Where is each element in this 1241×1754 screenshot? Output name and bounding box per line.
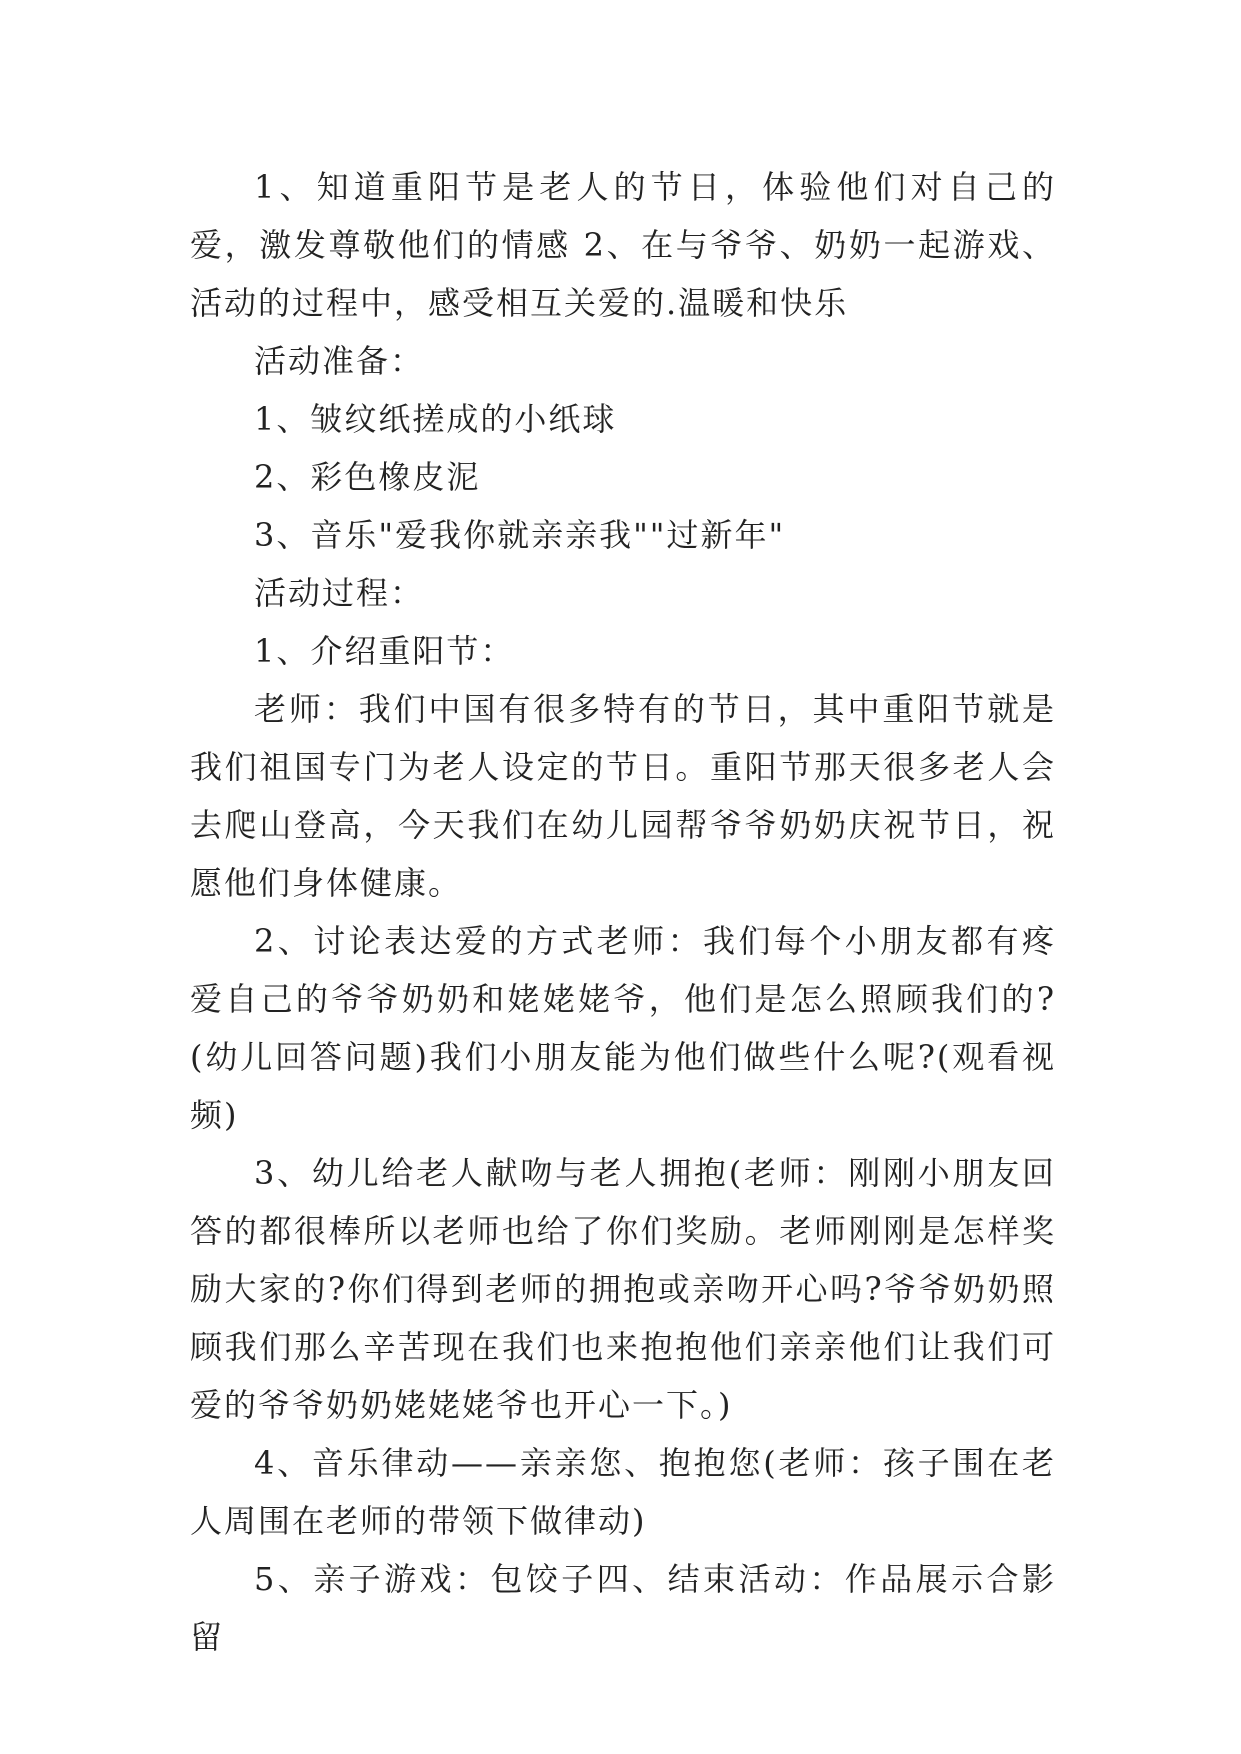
paragraph-process-step-5: 5、亲子游戏：包饺子四、结束活动：作品展示合影留 — [190, 1560, 1056, 1656]
paragraph-preparation-item-2: 2、彩色橡皮泥 — [254, 458, 481, 496]
paragraph-process-step-4: 4、音乐律动——亲亲您、抱抱您(老师：孩子围在老人周围在老师的带领下做律动) — [190, 1444, 1056, 1540]
paragraph-process-step-1: 1、介绍重阳节： — [254, 632, 515, 670]
paragraph-preparation-item-3: 3、音乐"爱我你就亲亲我""过新年" — [254, 516, 786, 554]
paragraph-process-heading: 活动过程： — [254, 574, 425, 612]
paragraph-process-step-2: 2、讨论表达爱的方式老师：我们每个小朋友都有疼爱自己的爷爷奶奶和姥姥姥爷，他们是怎么照顾我们的?(幼儿回答问题)我们小朋友能为他们做些什么呢?(观看视频) — [190, 922, 1056, 1134]
paragraph-objectives: 1、知道重阳节是老人的节日，体验他们对自己的爱，激发尊敬他们的情感 2、在与爷爷、奶奶一起游戏、活动的过程中，感受相互关爱的.温暖和快乐 — [190, 168, 1056, 322]
paragraph-teacher-intro: 老师：我们中国有很多特有的节日，其中重阳节就是我们祖国专门为老人设定的节日。重阳节那天很多老人会去爬山登高，今天我们在幼儿园帮爷爷奶奶庆祝节日，祝愿他们身体健康。 — [190, 690, 1056, 902]
paragraph-preparation-item-1: 1、皱纹纸搓成的小纸球 — [254, 400, 617, 438]
document-body — [190, 158, 1056, 1666]
paragraph-process-step-3: 3、幼儿给老人献吻与老人拥抱(老师：刚刚小朋友回答的都很棒所以老师也给了你们奖励。老师刚刚是怎样奖励大家的?你们得到老师的拥抱或亲吻开心吗?爷爷奶奶照顾我们那么辛苦现在我们也来抱抱他们亲亲他们让我们可爱的爷爷奶奶姥姥姥爷也开心一下。) — [190, 1154, 1056, 1424]
paragraph-preparation-heading: 活动准备： — [254, 342, 425, 380]
